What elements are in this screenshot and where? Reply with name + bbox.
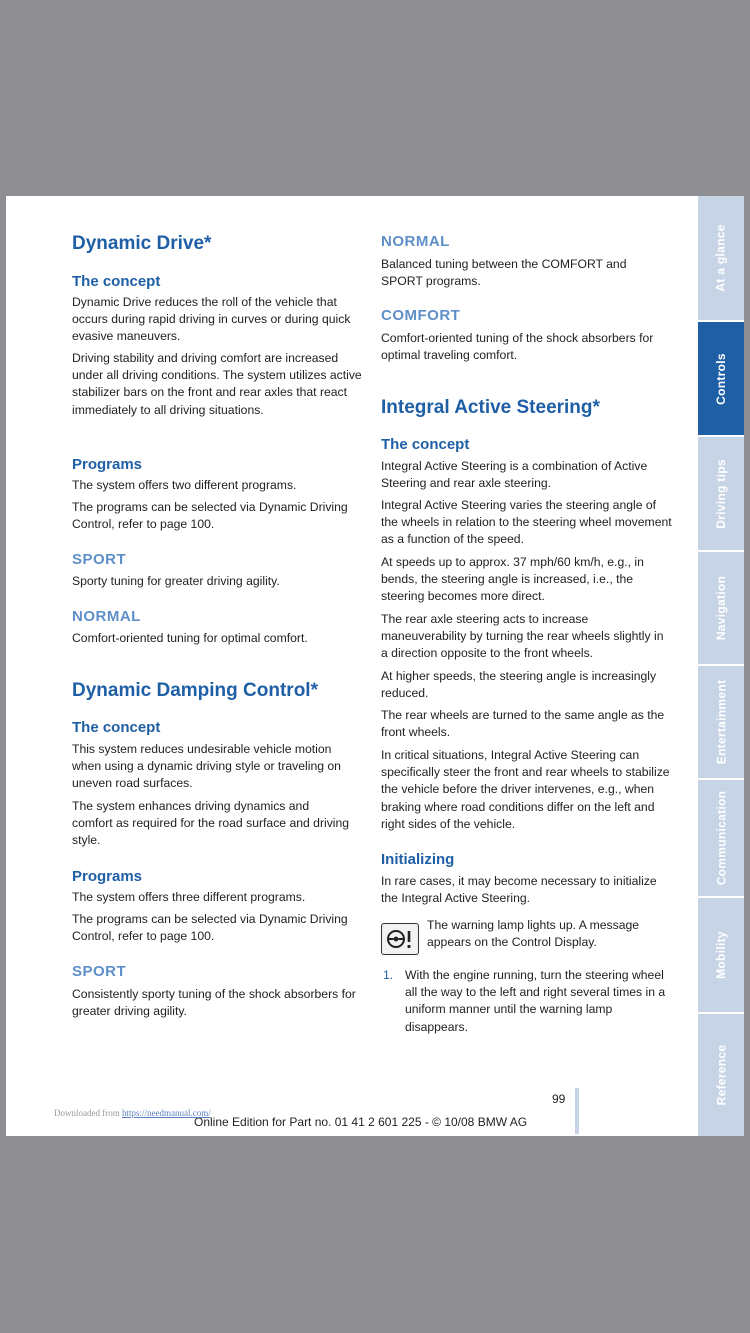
ias-p3: At speeds up to approx. 37 mph/60 km/h, e.g., in bends, the steering angle is increased, i.e., the steering becomes more direct. <box>381 555 644 604</box>
tab-label: Controls <box>714 352 729 405</box>
tab-label: Mobility <box>714 931 729 979</box>
dynamic-damping-control-title: Dynamic Damping Control* <box>72 680 318 701</box>
tab-navigation[interactable] <box>698 552 744 666</box>
step-1-text: With the engine running, turn the steering wheel all the way to the left and right several times in a uniform manner until the warning lamp disappears. <box>405 968 666 1034</box>
warning-text: The warning lamp lights up. A message appears on the Control Display. <box>427 918 640 950</box>
dd-sport-p: Sporty tuning for greater driving agility. <box>72 574 280 588</box>
download-watermark <box>54 1108 211 1118</box>
ias-p2: Integral Active Steering varies the steering angle of the wheels in relation to the steering wheel movement as a function of the speed. <box>381 498 672 547</box>
dd-programs-p1: The system offers two different programs. <box>72 478 297 492</box>
manual-page <box>6 196 744 1136</box>
ias-p4: The rear axle steering acts to increase maneuverability by turning the rear wheels slightly in a direction opposite to the front wheels. <box>381 612 664 661</box>
tab-label: At a glance <box>714 224 729 292</box>
dd-normal-heading: NORMAL <box>72 608 141 625</box>
tab-driving-tips[interactable] <box>698 437 744 552</box>
ddc-concept-heading: The concept <box>72 719 161 736</box>
page-number: 99 <box>552 1092 566 1106</box>
tab-at-a-glance[interactable] <box>698 196 744 322</box>
normal-heading: NORMAL <box>381 233 450 250</box>
ddc-programs-p1: The system offers three different programs. <box>72 890 306 904</box>
comfort-heading: COMFORT <box>381 307 461 324</box>
tab-controls[interactable] <box>698 322 744 437</box>
ddc-sport-p: Consistently sporty tuning of the shock absorbers for greater driving agility. <box>72 987 356 1019</box>
ias-p7: In critical situations, Integral Active Steering can specifically steer the front and rear wheels to stabilize the vehicle before the driver intervenes, e.g., when braking where road conditions differ on the left and right sides of the vehicle. <box>381 748 670 831</box>
ddc-concept-p2: The system enhances driving dynamics and comfort as required for the road surface and driving style. <box>72 799 350 848</box>
tab-label: Entertainment <box>714 679 729 765</box>
dd-normal-p: Comfort-oriented tuning for optimal comfort. <box>72 631 308 645</box>
dd-programs-heading: Programs <box>72 456 143 473</box>
dd-concept-p1: Dynamic Drive reduces the roll of the vehicle that occurs during rapid driving in curves or during quick evasive maneuvers. <box>72 295 351 344</box>
ias-p1: Integral Active Steering is a combination of Active Steering and rear axle steering. <box>381 459 648 491</box>
tab-communication[interactable] <box>698 780 744 898</box>
tab-reference[interactable] <box>698 1014 744 1136</box>
ddc-programs-p2: The programs can be selected via Dynamic Driving Control, refer to page 100. <box>72 912 348 944</box>
dd-sport-heading: SPORT <box>72 551 127 568</box>
step-1-number: 1. <box>383 968 394 982</box>
download-label: Downloaded from <box>54 1108 120 1118</box>
ias-concept-heading: The concept <box>381 436 470 453</box>
dd-concept-p2: Driving stability and driving comfort are increased under all driving conditions. The system utilizes active stabilizer bars on the front and rear axles that react immediately to all driving situations. <box>72 351 362 417</box>
tab-mobility[interactable] <box>698 898 744 1014</box>
comfort-p: Comfort-oriented tuning of the shock absorbers for optimal traveling comfort. <box>381 331 654 363</box>
dynamic-drive-title: Dynamic Drive* <box>72 233 212 254</box>
steering-warning-icon <box>381 923 419 955</box>
ddc-concept-p1: This system reduces undesirable vehicle motion when using a dynamic driving style or traveling on uneven road surfaces. <box>72 742 341 791</box>
dd-concept-heading: The concept <box>72 273 161 290</box>
ias-p6: The rear wheels are turned to the same angle as the front wheels. <box>381 708 665 740</box>
tab-label: Navigation <box>714 575 728 641</box>
page-number-bar <box>575 1088 579 1134</box>
edition-text: Online Edition for Part no. 01 41 2 601 225 - © 10/08 BMW AG <box>194 1115 528 1129</box>
ddc-programs-heading: Programs <box>72 868 143 885</box>
ias-p5: At higher speeds, the steering angle is increasingly reduced. <box>381 669 657 701</box>
ddc-sport-heading: SPORT <box>72 963 127 980</box>
tab-label: Communication <box>714 790 729 886</box>
section-tabs <box>698 196 744 1136</box>
initializing-heading: Initializing <box>381 851 455 868</box>
steering-warning-glyph <box>385 927 415 951</box>
normal-p: Balanced tuning between the COMFORT and SPORT programs. <box>381 257 627 289</box>
download-link[interactable]: https://needmanual.com/ <box>121 1108 211 1118</box>
tab-label: Driving tips <box>714 458 729 529</box>
tab-entertainment[interactable] <box>698 666 744 780</box>
tab-label: Reference <box>714 1044 729 1106</box>
dd-programs-p2: The programs can be selected via Dynamic Driving Control, refer to page 100. <box>72 500 348 532</box>
integral-active-steering-title: Integral Active Steering* <box>381 397 600 418</box>
initializing-p: In rare cases, it may become necessary to initialize the Integral Active Steering. <box>381 874 657 906</box>
